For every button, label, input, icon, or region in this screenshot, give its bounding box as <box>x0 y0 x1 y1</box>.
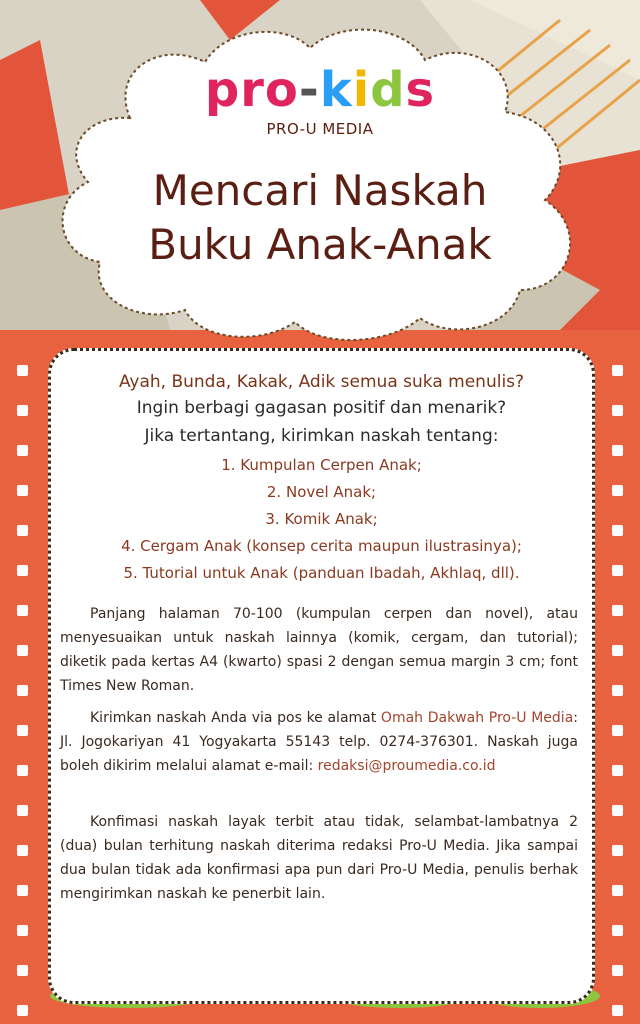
category-item: 2. Novel Anak; <box>266 483 377 501</box>
logo-letter: o <box>264 62 299 118</box>
publisher-name: PRO-U MEDIA <box>266 120 374 138</box>
intro-question-3: Jika tertantang, kirimkan naskah tentang: <box>144 426 499 446</box>
intro-question-2: Ingin berbagi gagasan positif dan menarik? <box>136 398 507 418</box>
intro-question-1: Ayah, Bunda, Kakak, Adik semua suka menulis? <box>118 372 525 392</box>
category-item: 4. Cergam Anak (konsep cerita maupun ilustrasinya); <box>121 537 522 555</box>
logo-letter: p <box>204 62 241 118</box>
category-item: 3. Komik Anak; <box>265 510 378 528</box>
logo-letter: r <box>240 62 265 118</box>
pro-kids-logo <box>0 64 640 116</box>
logo-letter: s <box>405 62 436 118</box>
category-item: 1. Kumpulan Cerpen Anak; <box>221 456 422 474</box>
logo-letter: d <box>370 62 406 118</box>
email-link[interactable]: redaksi@proumedia.co.id <box>317 758 496 774</box>
headline-line-2: Buku Anak-Anak <box>148 220 492 269</box>
confirmation-paragraph: Konfimasi naskah layak terbit atau tidak, selambat-lambatnya 2 (dua) bulan terhitung naskah diterima redaksi Pro-U Media. Jika sampai dua bulan tidak ada konfirmasi apa pun dari Pro-U Media, penulis berhak mengirimkan naskah ke penerbit lain. <box>60 814 578 902</box>
address-highlight: Omah Dakwah Pro-U Media <box>380 710 574 726</box>
logo-letter: k <box>319 62 353 118</box>
requirements-paragraph: Panjang halaman 70-100 (kumpulan cerpen dan novel), atau menyesuaikan untuk naskah lainnya (komik, cergam, dan tutorial); diketik pada kertas A4 (kwarto) spasi 2 dengan semua margin 3 cm; font Times New Roman. <box>60 606 578 694</box>
logo-letter: - <box>298 62 320 118</box>
headline-line-1: Mencari Naskah <box>152 166 488 215</box>
logo-letter: i <box>352 62 371 118</box>
submission-paragraph: Kirimkan naskah Anda via pos ke alamat Omah Dakwah Pro-U Media: Jl. Jogokariyan 41 Yogyakarta 55143 telp. 0274-376301. Naskah juga boleh dikirim melalui alamat e-mail: redaksi@proumedia.co.id <box>60 710 578 774</box>
category-item: 5. Tutorial untuk Anak (panduan Ibadah, Akhlaq, dll). <box>123 564 520 582</box>
